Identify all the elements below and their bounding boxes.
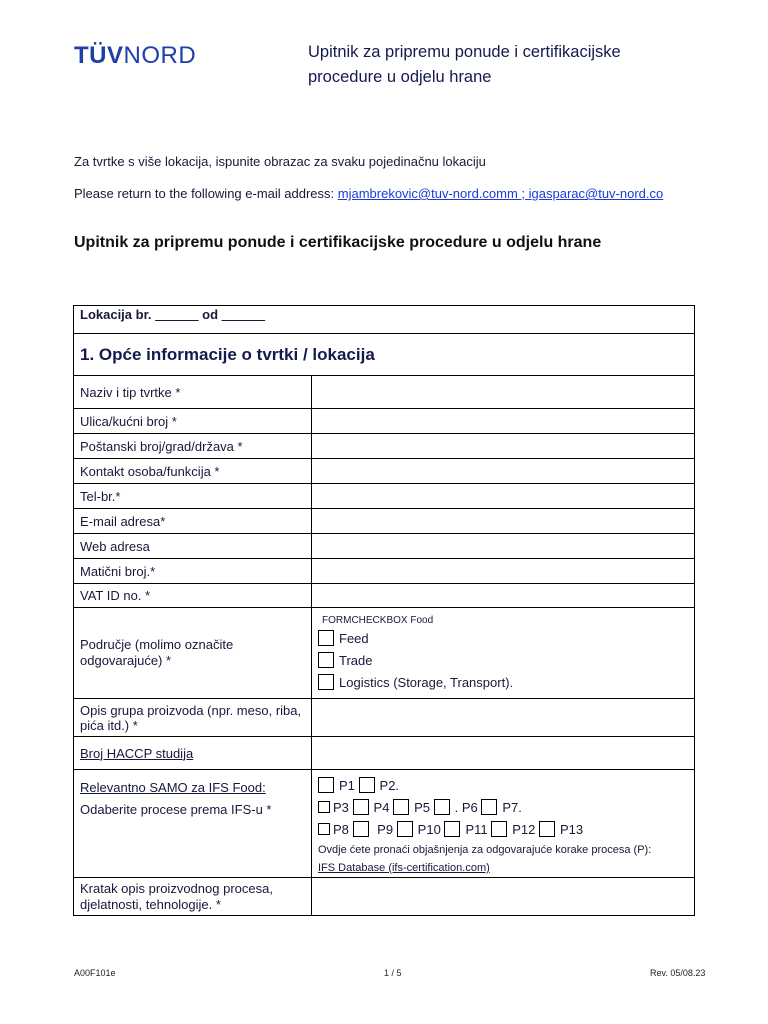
checkbox-p5[interactable]: [393, 799, 409, 815]
checkbox[interactable]: [318, 630, 334, 646]
footer-doc-code: A00F101e: [74, 968, 116, 978]
checkbox-p1[interactable]: [318, 777, 334, 793]
email-link[interactable]: mjambrekovic@tuv-nord.comm ; igasparac@tuv-nord.co: [337, 186, 664, 201]
area-label: Područje (molimo označite odgovarajuće) *: [74, 608, 312, 699]
section-header-cell: [74, 334, 695, 376]
product-groups-label: Opis grupa proizvoda (npr. meso, riba, pića itd.) *: [74, 699, 312, 737]
option-label: Logistics (Storage, Transport).: [339, 675, 514, 690]
field-label: Matični broj.*: [74, 559, 312, 584]
section-title: 1. Opće informacije o tvrtki / lokacija: [80, 344, 375, 364]
location-prefix: Lokacija br.: [80, 307, 156, 322]
registration-number-input[interactable]: [312, 559, 695, 584]
field-label: Kontakt osoba/funkcija *: [74, 459, 312, 484]
process-description-input[interactable]: [312, 878, 695, 916]
option-label: P9: [373, 822, 394, 837]
option-label: P12: [512, 822, 536, 837]
field-label: VAT ID no. *: [74, 584, 312, 608]
checkbox-p8[interactable]: [318, 823, 330, 835]
haccp-label: [74, 737, 312, 770]
option-label: P5: [414, 800, 430, 815]
general-info-table: [73, 305, 695, 916]
checkbox-p11[interactable]: [444, 821, 460, 837]
footer-revision: Rev. 05/08.23: [650, 968, 706, 978]
document-title: Upitnik za pripremu ponude i certifikacijske procedure u odjelu hrane: [308, 43, 621, 86]
area-options-cell: [312, 608, 695, 699]
option-label: P4: [373, 800, 390, 815]
formcheckbox-tag: FORMCHECKBOX Food: [322, 615, 434, 626]
field-label: Poštanski broj/grad/država *: [74, 434, 312, 459]
option-label: P13: [560, 822, 584, 837]
location-of: od: [198, 307, 222, 322]
field-label: E-mail adresa*: [74, 509, 312, 534]
logo-tuv: TÜV: [74, 42, 124, 69]
checkbox-p2[interactable]: [359, 777, 375, 793]
checkbox-p4[interactable]: [353, 799, 369, 815]
field-label: Web adresa: [74, 534, 312, 559]
form-subtitle: Upitnik za pripremu ponude i certifikacijske procedure u odjelu hrane: [74, 234, 602, 251]
ifs-row-1: [318, 775, 688, 797]
option-label: P7.: [502, 800, 522, 815]
email-input[interactable]: [312, 509, 695, 534]
location-row: [74, 306, 695, 334]
field-label: Ulica/kućni broj *: [74, 409, 312, 434]
ifs-select-label: Odaberite procese prema IFS-u *: [80, 802, 272, 817]
intro-section: [74, 154, 694, 202]
checkbox-p6[interactable]: [434, 799, 450, 815]
location-total-blank[interactable]: ______: [221, 307, 266, 322]
option-label: P2.: [379, 778, 400, 793]
phone-input[interactable]: [312, 484, 695, 509]
ifs-process-options-cell: [312, 770, 695, 878]
haccp-input[interactable]: [312, 737, 695, 770]
street-input[interactable]: [312, 409, 695, 434]
return-instructions: [74, 186, 694, 202]
option-label: P11: [465, 822, 488, 837]
process-description-label: Kratak opis proizvodnog procesa, djelatnosti, tehnologije. *: [74, 878, 312, 916]
checkbox-p13[interactable]: [539, 821, 555, 837]
footer-page-number: 1 / 5: [384, 968, 402, 978]
area-option-feed[interactable]: [318, 628, 688, 650]
checkbox-p12[interactable]: [491, 821, 507, 837]
option-label: P3: [333, 800, 349, 815]
haccp-label-text: Broj HACCP studija: [80, 745, 194, 761]
ifs-database-link[interactable]: IFS Database (ifs-certification.com): [318, 862, 490, 874]
ifs-note: Ovdje ćete pronaći objašnjenja za odgovarajuće korake procesa (P):: [318, 844, 652, 856]
vat-id-input[interactable]: [312, 584, 695, 608]
return-text: Please return to the following e-mail address:: [74, 186, 338, 201]
option-label: P8: [333, 822, 349, 837]
web-input[interactable]: [312, 534, 695, 559]
checkbox-p10[interactable]: [397, 821, 413, 837]
checkbox[interactable]: [318, 652, 334, 668]
contact-person-input[interactable]: [312, 459, 695, 484]
area-option-trade[interactable]: [318, 650, 688, 672]
postal-city-country-input[interactable]: [312, 434, 695, 459]
multi-location-note: Za tvrtke s više lokacija, ispunite obrazac za svaku pojedinačnu lokaciju: [74, 154, 486, 169]
area-option-logistics[interactable]: [318, 672, 688, 694]
option-label: P10: [417, 822, 441, 837]
checkbox-p9[interactable]: [353, 821, 369, 837]
location-number-blank[interactable]: ______: [155, 307, 199, 322]
ifs-relevant-link[interactable]: Relevantno SAMO za IFS Food:: [80, 780, 266, 795]
option-label: P1: [339, 778, 355, 793]
option-label: Trade: [339, 653, 373, 668]
field-label: Tel-br.*: [74, 484, 312, 509]
checkbox[interactable]: [318, 674, 334, 690]
checkbox-p3[interactable]: [318, 801, 330, 813]
ifs-row-3: [318, 819, 688, 841]
field-label: Naziv i tip tvrtke *: [74, 376, 312, 409]
option-label: Feed: [339, 631, 369, 646]
ifs-row-2: [318, 797, 688, 819]
option-label: . P6: [454, 800, 478, 815]
ifs-label-cell: [74, 770, 312, 878]
checkbox-p7[interactable]: [481, 799, 497, 815]
tuv-nord-logo: [74, 42, 196, 70]
product-groups-input[interactable]: [312, 699, 695, 737]
logo-nord: NORD: [123, 42, 197, 69]
company-name-input[interactable]: [312, 376, 695, 409]
